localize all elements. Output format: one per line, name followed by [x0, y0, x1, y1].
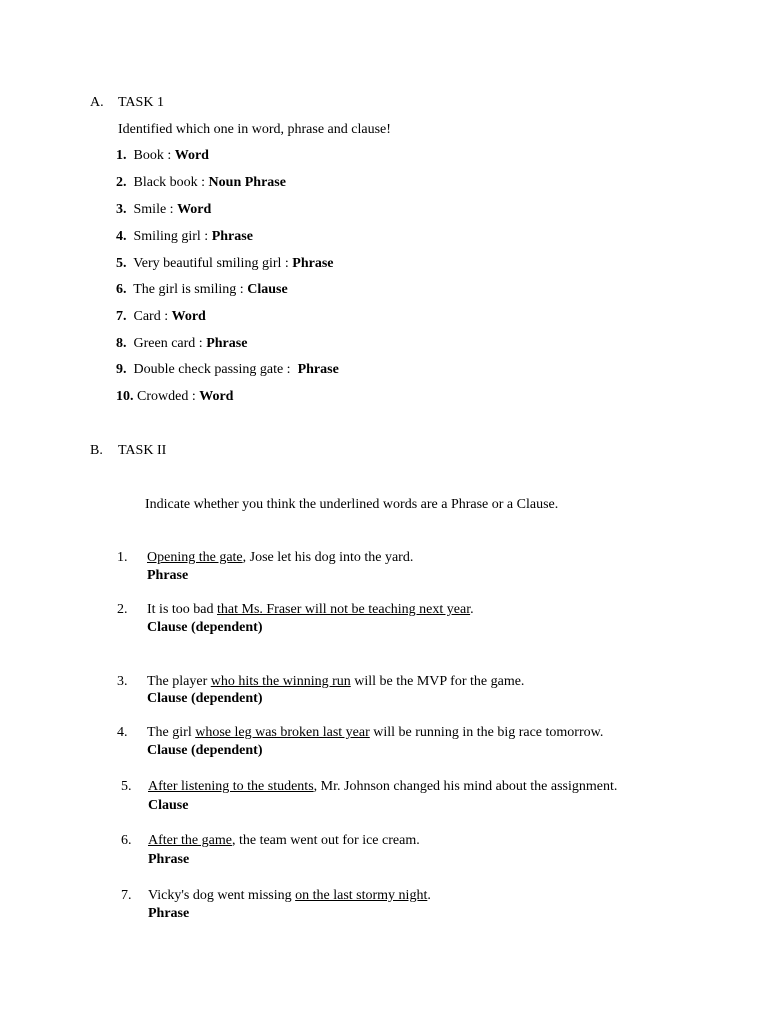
task2-item-number: 1. [117, 550, 128, 565]
task2-item-number: 5. [121, 779, 132, 794]
sentence-post: will be the MVP for the game. [350, 674, 525, 689]
item-text: Double check passing gate : [133, 362, 295, 377]
item-answer: Noun Phrase [208, 175, 286, 190]
item-answer: Word [171, 309, 206, 324]
sentence-post: , the team went out for ice cream. [231, 833, 420, 848]
task2-item-answer: Clause (dependent) [147, 743, 263, 758]
sentence-post: , Jose let his dog into the yard. [242, 550, 414, 565]
task2-item-answer: Phrase [148, 906, 190, 921]
underlined-words: After listening to the students [148, 779, 314, 794]
item-number: 5. [116, 256, 127, 271]
item-number: 7. [116, 309, 127, 324]
task2-item-answer: Clause [148, 798, 189, 813]
task2-item-sentence [148, 887, 431, 904]
task1-item [116, 174, 286, 191]
item-number: 4. [116, 229, 127, 244]
item-number: 3. [116, 202, 127, 217]
task2-item-number: 6. [121, 833, 132, 848]
item-text: The girl is smiling : [133, 282, 248, 297]
underlined-words: on the last stormy night [295, 888, 428, 903]
underlined-words: that Ms. Fraser will not be teaching next year [217, 602, 471, 617]
sentence-pre: It is too bad [147, 602, 217, 617]
task2-item-answer: Clause (dependent) [147, 620, 263, 635]
item-text: Card : [133, 309, 172, 324]
task2-item-sentence [147, 673, 524, 690]
task1-instruction: Identified which one in word, phrase and clause! [118, 122, 391, 137]
underlined-words: Opening the gate [147, 550, 243, 565]
item-answer: Clause [247, 282, 288, 297]
task2-item-number: 3. [117, 674, 128, 689]
task2-item-sentence [148, 778, 617, 795]
item-text: Very beautiful smiling girl : [133, 256, 293, 271]
item-answer: Phrase [297, 362, 339, 377]
task1-item [116, 255, 334, 272]
task2-item-sentence [147, 601, 474, 618]
task1-item [116, 335, 247, 352]
item-number: 10. [116, 389, 134, 404]
task2-item-number: 7. [121, 888, 132, 903]
task1-item [116, 281, 288, 298]
task1-item [116, 361, 339, 378]
task2-instruction: Indicate whether you think the underlined words are a Phrase or a Clause. [145, 497, 559, 512]
item-text: Green card : [133, 336, 207, 351]
sentence-post: . [470, 602, 474, 617]
item-number: 8. [116, 336, 127, 351]
item-number: 1. [116, 148, 127, 163]
task1-item [116, 147, 209, 164]
sentence-post: will be running in the big race tomorrow. [369, 725, 604, 740]
item-answer: Phrase [206, 336, 248, 351]
task1-item [116, 308, 206, 325]
item-number: 2. [116, 175, 127, 190]
task1-letter: A. [90, 95, 104, 110]
item-text: Smiling girl : [133, 229, 212, 244]
underlined-words: After the game [148, 833, 232, 848]
item-answer: Phrase [211, 229, 253, 244]
sentence-pre: The girl [147, 725, 196, 740]
task2-item-sentence [147, 549, 413, 566]
item-answer: Phrase [292, 256, 334, 271]
sentence-post: . [427, 888, 431, 903]
task2-item-sentence [147, 724, 603, 741]
task1-title: TASK 1 [118, 95, 164, 110]
task1-item [116, 228, 253, 245]
task2-item-sentence [148, 832, 420, 849]
item-text: Crowded : [137, 389, 200, 404]
item-number: 6. [116, 282, 127, 297]
item-text: Black book : [133, 175, 209, 190]
item-number: 9. [116, 362, 127, 377]
task1-item [116, 388, 233, 405]
item-answer: Word [174, 148, 209, 163]
task2-item-number: 4. [117, 725, 128, 740]
item-answer: Word [199, 389, 234, 404]
underlined-words: who hits the winning run [210, 674, 351, 689]
item-answer: Word [177, 202, 212, 217]
task2-title: TASK II [118, 443, 167, 458]
task1-item [116, 201, 211, 218]
sentence-post: , Mr. Johnson changed his mind about the assignment. [313, 779, 618, 794]
item-text: Smile : [133, 202, 178, 217]
task2-item-number: 2. [117, 602, 128, 617]
task2-item-answer: Phrase [148, 852, 190, 867]
item-text: Book : [133, 148, 175, 163]
task2-item-answer: Clause (dependent) [147, 691, 263, 706]
underlined-words: whose leg was broken last year [195, 725, 370, 740]
task2-letter: B. [90, 443, 103, 458]
sentence-pre: The player [147, 674, 211, 689]
task2-item-answer: Phrase [147, 568, 189, 583]
sentence-pre: Vicky's dog went missing [148, 888, 296, 903]
